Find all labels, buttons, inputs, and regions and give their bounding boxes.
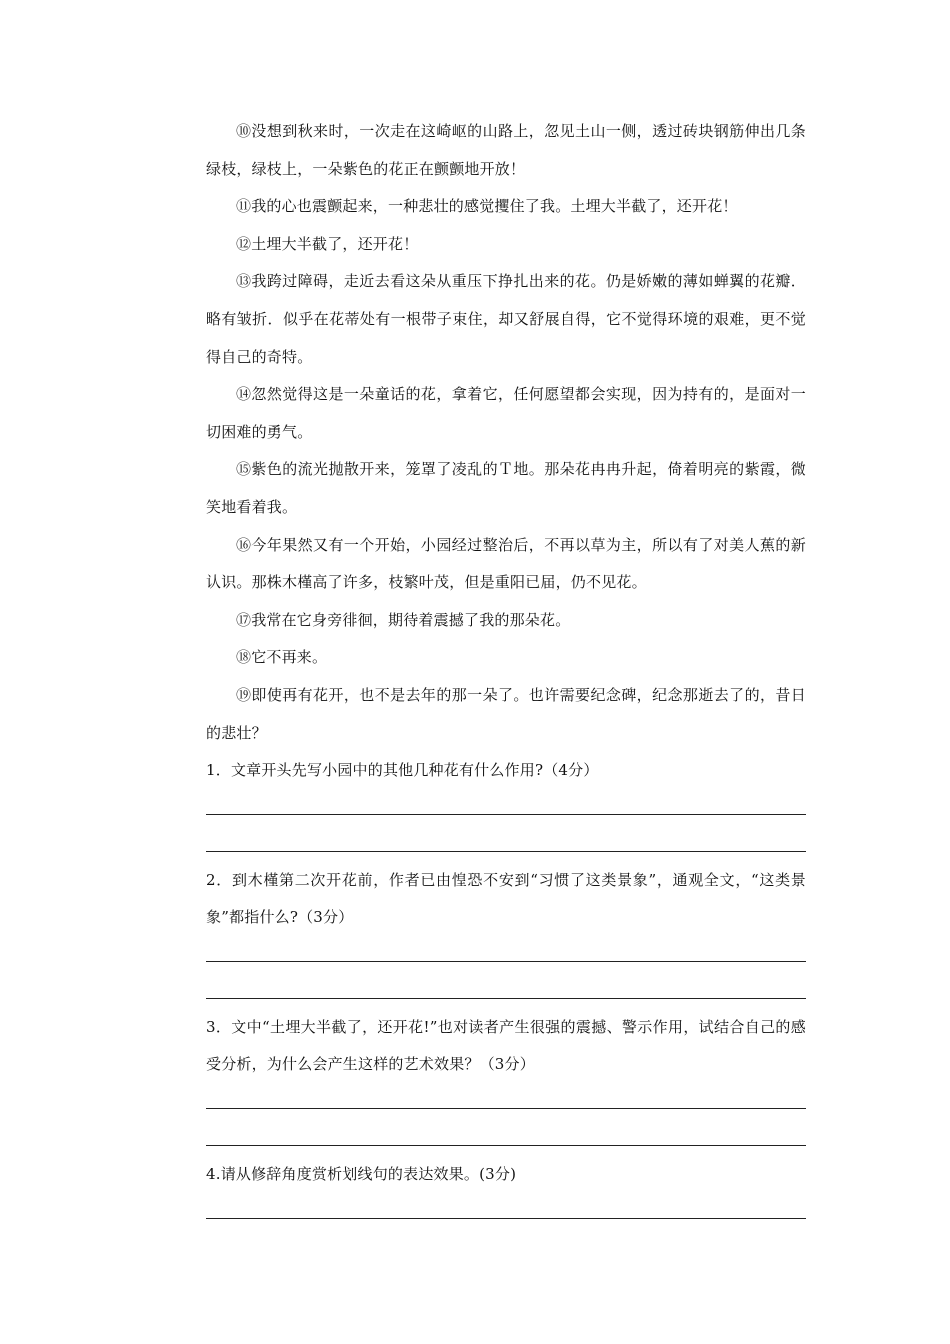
answer-area-2[interactable] — [206, 937, 806, 999]
paragraph-16: ⑯今年果然又有一个开始，小园经过整治后，不再以草为主，所以有了对美人蕉的新认识。那株木槿高了许多，枝繁叶茂，但是重阳已届，仍不见花。 — [206, 535, 806, 592]
answer-line[interactable] — [206, 1109, 806, 1146]
paragraph-13: ⑬我跨过障碍，走近去看这朵从重压下挣扎出来的花。仍是娇嫩的薄如蝉翼的花瓣．略有皱折．似乎在花蒂处有一根带子束住，却又舒展自得，它不觉得环境的艰难，更不觉得自己的奇特。 — [206, 272, 806, 366]
answer-area-1[interactable] — [206, 790, 806, 852]
question-4: 4.请从修辞角度赏析划线句的表达效果。(3分) — [206, 1165, 517, 1184]
answer-line[interactable] — [206, 790, 806, 815]
answer-line[interactable] — [206, 962, 806, 999]
answer-line[interactable] — [206, 1194, 806, 1219]
paragraph-11: ⑪我的心也震颤起来，一种悲壮的感觉攫住了我。土埋大半截了，还开花！ — [236, 197, 738, 216]
paragraph-17: ⑰我常在它身旁徘徊，期待着震撼了我的那朵花。 — [236, 610, 571, 629]
document-page — [206, 113, 806, 1219]
question-2: 2．到木槿第二次开花前，作者已由惶恐不安到“习惯了这类景象”，通观全文，“这类景象”都指什么?（3分） — [206, 870, 806, 927]
paragraph-10: ⑩没想到秋来时，一次走在这崎岖的山路上，忽见土山一侧，透过砖块钢筋伸出几条绿枝，绿枝上，一朵紫色的花正在颤颤地开放！ — [206, 122, 806, 178]
paragraph-18: ⑱它不再来。 — [236, 648, 328, 667]
question-3: 3．文中“土埋大半截了，还开花!”也对读者产生很强的震撼、警示作用，试结合自己的感受分析，为什么会产生这样的艺术效果？（3分） — [206, 1017, 806, 1074]
answer-line[interactable] — [206, 937, 806, 962]
answer-line[interactable] — [206, 815, 806, 852]
answer-line[interactable] — [206, 1084, 806, 1109]
paragraph-15: ⑮紫色的流光抛散开来，笼罩了凌乱的Ｔ地。那朵花冉冉升起，倚着明亮的紫霞，微笑地看着我。 — [206, 460, 806, 516]
question-1: 1．文章开头先写小园中的其他几种花有什么作用?（4分） — [206, 761, 599, 780]
answer-area-3[interactable] — [206, 1084, 806, 1146]
paragraph-14: ⑭忽然觉得这是一朵童话的花，拿着它，任何愿望都会实现，因为持有的，是面对一切困难的勇气。 — [206, 385, 806, 441]
paragraph-12: ⑫土埋大半截了，还开花！ — [236, 234, 419, 253]
paragraph-19: ⑲即使再有花开，也不是去年的那一朵了。也许需要纪念碑，纪念那逝去了的，昔日的悲壮？ — [206, 685, 806, 742]
answer-area-4[interactable] — [206, 1194, 806, 1219]
